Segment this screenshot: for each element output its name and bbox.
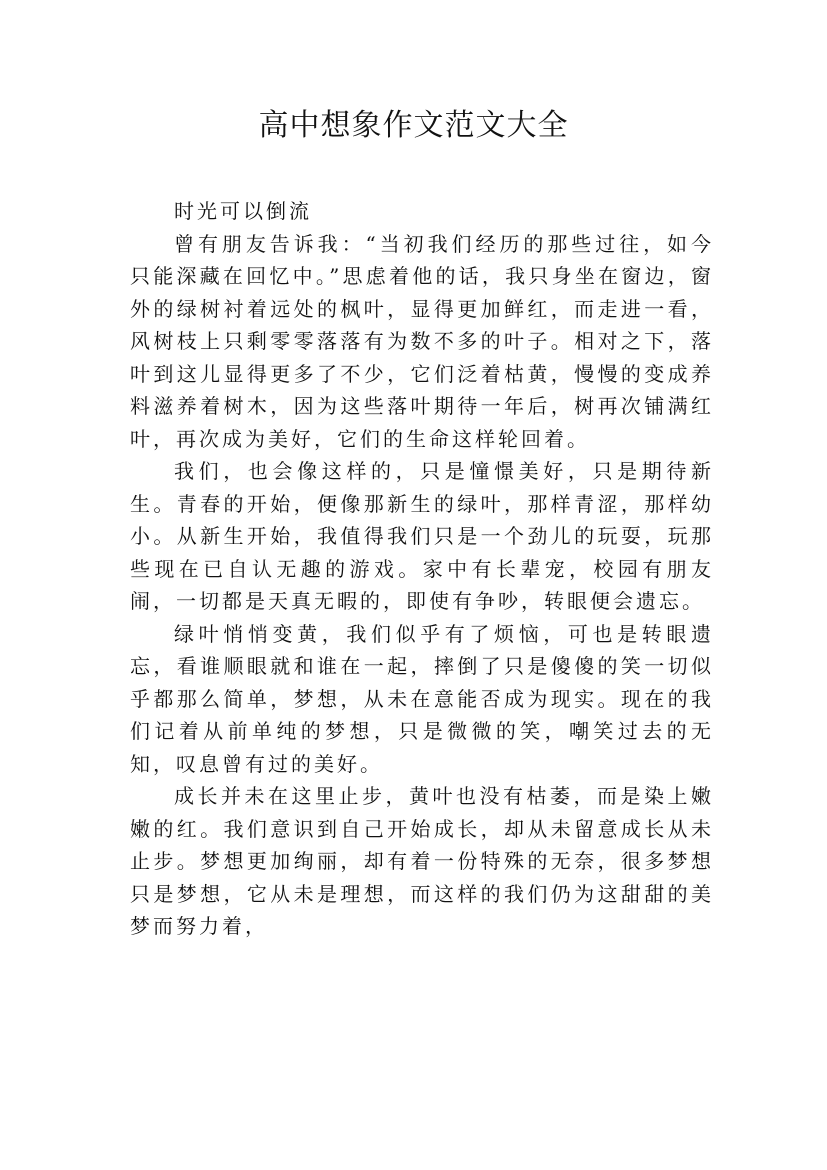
- document-body: [130, 195, 714, 943]
- document-title: 高中想象作文范文大全: [258, 108, 569, 143]
- paragraph: 我们，也会像这样的，只是憧憬美好，只是期待新生。青春的开始，便像那新生的绿叶，那样青涩，那样幼小。从新生开始，我值得我们只是一个劲儿的玩耍，玩那些现在已自认无趣的游戏。家中有长辈宠，校园有朋友闹，一切都是天真无暇的，即使有争吵，转眼便会遗忘。: [130, 459, 714, 613]
- paragraph: 成长并未在这里止步，黄叶也没有枯萎，而是染上嫩嫩的红。我们意识到自己开始成长，却从未留意成长从未止步。梦想更加绚丽，却有着一份特殊的无奈，很多梦想只是梦想，它从未是理想，而这样的我们仍为这甜甜的美梦而努力着，: [130, 784, 714, 938]
- paragraph: 绿叶悄悄变黄，我们似乎有了烦恼，可也是转眼遗忘，看谁顺眼就和谁在一起，摔倒了只是傻傻的笑一切似乎都那么简单，梦想，从未在意能否成为现实。现在的我们记着从前单纯的梦想，只是微微的笑，嘲笑过去的无知，叹息曾有过的美好。: [130, 621, 714, 776]
- essay-title: 时光可以倒流: [174, 199, 312, 223]
- paragraph: 曾有朋友告诉我：“当初我们经历的那些过往，如今只能深藏在回忆中。”思虑着他的话，我只身坐在窗边，窗外的绿树衬着远处的枫叶，显得更加鲜红，而走进一看，风树枝上只剩零零落落有为数不多的叶子。相对之下，落叶到这儿显得更多了不少，它们泛着枯黄，慢慢的变成养料滋养着树木，因为这些落叶期待一年后，树再次铺满红叶，再次成为美好，它们的生命这样轮回着。: [130, 231, 714, 451]
